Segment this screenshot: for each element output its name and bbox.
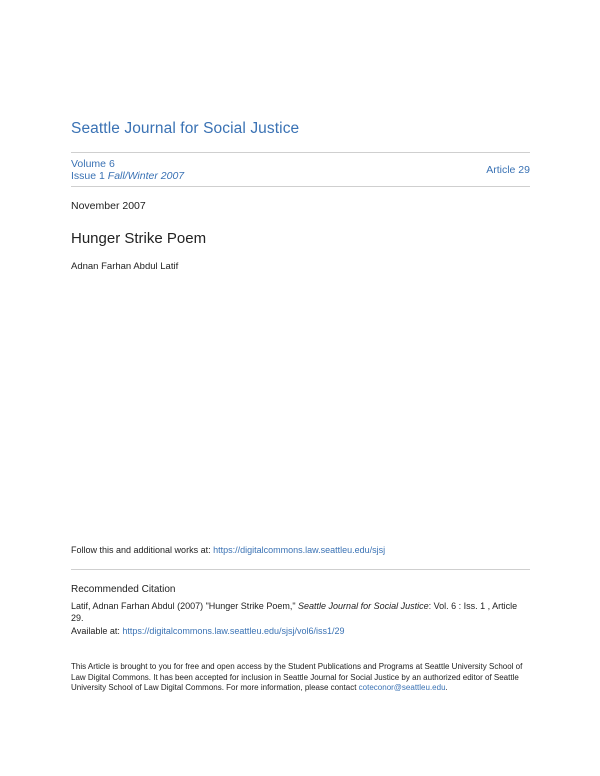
citation-text bbox=[71, 600, 531, 624]
citation-heading: Recommended Citation bbox=[71, 584, 176, 595]
author-name: Adnan Farhan Abdul Latif bbox=[71, 261, 179, 272]
footer-end: . bbox=[445, 683, 448, 692]
follow-text: Follow this and additional works at: bbox=[71, 545, 214, 555]
top-rule bbox=[71, 152, 530, 153]
footer-text: This Article is brought to you for free and open access by the Student Publications and Programs at Seattle University School of Law Digital Commons. It has been accepted for inclusion in Seattle Journal for Social Justice by an authorized editor of Seattle University School of Law Digital Commons. For more information, please contact bbox=[71, 662, 523, 692]
issue-link[interactable]: Issue 1 bbox=[71, 170, 105, 182]
issue-line[interactable] bbox=[71, 170, 184, 182]
follow-line bbox=[71, 545, 385, 555]
available-line bbox=[71, 626, 345, 636]
journal-title[interactable]: Seattle Journal for Social Justice bbox=[71, 120, 300, 137]
available-link[interactable]: https://digitalcommons.law.seattleu.edu/sjsj/vol6/iss1/29 bbox=[122, 626, 345, 636]
citation-part2: : Vol. 6 : Iss. 1 , Article 29. bbox=[71, 601, 518, 623]
citation-rule bbox=[71, 569, 530, 570]
second-rule bbox=[71, 186, 530, 187]
article-number-link[interactable]: Article 29 bbox=[486, 164, 530, 176]
volume-link[interactable]: Volume 6 bbox=[71, 158, 115, 170]
citation-journal: Seattle Journal for Social Justice bbox=[298, 601, 429, 611]
follow-link[interactable]: https://digitalcommons.law.seattleu.edu/sjsj bbox=[213, 545, 386, 555]
issue-date[interactable]: Fall/Winter 2007 bbox=[107, 170, 185, 182]
volume-info bbox=[71, 158, 184, 182]
footer-note bbox=[71, 662, 531, 694]
contact-email-link[interactable]: coteconor@seattleu.edu bbox=[358, 683, 446, 692]
citation-part1: Latif, Adnan Farhan Abdul (2007) "Hunger Strike Poem," bbox=[71, 601, 299, 611]
article-title[interactable]: Hunger Strike Poem bbox=[71, 230, 207, 247]
publication-date: November 2007 bbox=[71, 200, 146, 212]
available-label: Available at: bbox=[71, 626, 123, 636]
